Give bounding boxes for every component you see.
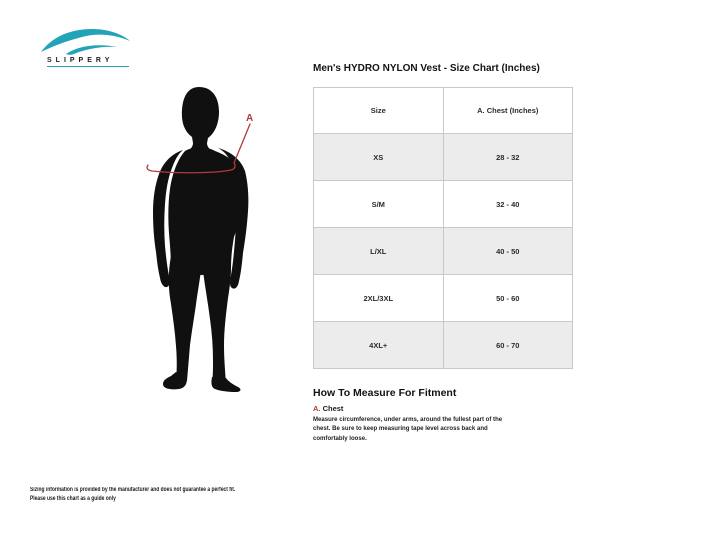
size-cell: 4XL+ bbox=[314, 322, 444, 369]
size-table bbox=[313, 87, 573, 369]
size-cell: L/XL bbox=[314, 228, 444, 275]
measure-description: Measure circumference, under arms, around the fullest part of the chest. Be sure to keep measuring tape level across back and comfortably loose. bbox=[313, 416, 503, 442]
chest-measure-label: A bbox=[246, 113, 254, 124]
column-header-chest: A. Chest (Inches) bbox=[443, 88, 573, 134]
size-cell: 2XL/3XL bbox=[314, 275, 444, 322]
table-row bbox=[314, 228, 573, 275]
page-title: Men's HYDRO NYLON Vest - Size Chart (Inches) bbox=[313, 63, 540, 74]
brand-name: SLIPPERY bbox=[47, 57, 114, 64]
measure-name: Chest bbox=[322, 404, 344, 413]
measure-letter: A. bbox=[313, 404, 321, 413]
brand-logo bbox=[40, 26, 136, 67]
chest-cell: 40 - 50 bbox=[443, 228, 573, 275]
column-header-size: Size bbox=[314, 88, 444, 134]
table-row bbox=[314, 275, 573, 322]
size-cell: S/M bbox=[314, 181, 444, 228]
content-column bbox=[313, 63, 579, 443]
table-row bbox=[314, 322, 573, 369]
table-row bbox=[314, 134, 573, 181]
size-cell: XS bbox=[314, 134, 444, 181]
measure-section-heading: How To Measure For Fitment bbox=[313, 387, 457, 399]
body-silhouette-figure bbox=[118, 80, 290, 410]
disclaimer bbox=[30, 486, 235, 504]
silhouette-shape bbox=[153, 87, 248, 392]
wave-icon bbox=[40, 26, 132, 56]
chest-cell: 32 - 40 bbox=[443, 181, 573, 228]
disclaimer-line-1: Sizing information is provided by the manufacturer and does not guarantee a perfect fit. bbox=[30, 487, 236, 493]
disclaimer-line-2: Please use this chart as a guide only bbox=[30, 496, 116, 502]
measure-label bbox=[313, 404, 579, 413]
table-header-row bbox=[314, 88, 573, 134]
chest-cell: 28 - 32 bbox=[443, 134, 573, 181]
chest-cell: 50 - 60 bbox=[443, 275, 573, 322]
table-row bbox=[314, 181, 573, 228]
chest-cell: 60 - 70 bbox=[443, 322, 573, 369]
brand-underline bbox=[47, 66, 129, 67]
